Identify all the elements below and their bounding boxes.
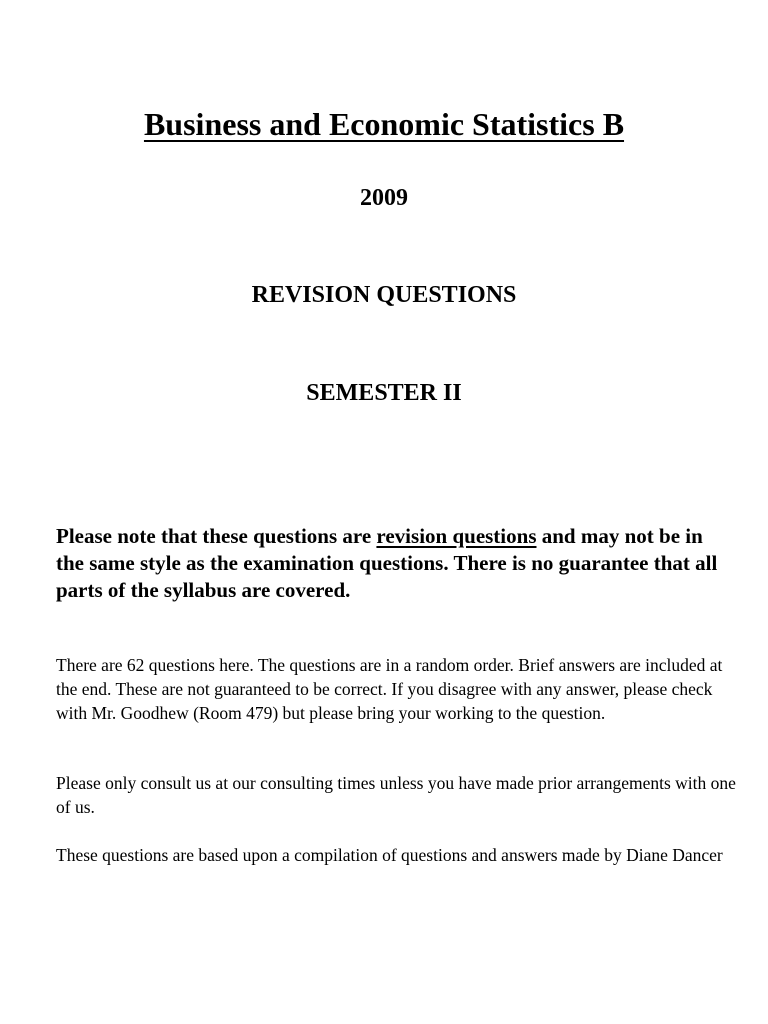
note-text-after: and may not be in the same style as the examination questions. There is no guarantee that all parts of the syllabus are covered.: [56, 524, 718, 602]
paragraph-source-credit: These questions are based upon a compilation of questions and answers made by Diane Dancer: [56, 845, 723, 865]
document-title: [0, 104, 768, 144]
revision-questions-heading: REVISION QUESTIONS: [251, 282, 517, 308]
paragraph-consulting-times: Please only consult us at our consulting times unless you have made prior arrangements with one of us.: [56, 773, 736, 817]
year-heading: 2009: [360, 185, 408, 211]
disclaimer-note: [56, 523, 736, 604]
note-text-before: Please note that these questions are: [56, 524, 377, 548]
document-title-text: Business and Economic Statistics B: [143, 106, 625, 142]
paragraph-questions-info: There are 62 questions here. The questions are in a random order. Brief answers are included at the end. These are not guaranteed to be correct. If you disagree with any answer, please check with Mr. Goodhew (Room 479) but please bring your working to the question.: [56, 655, 723, 723]
semester-heading: SEMESTER II: [306, 380, 462, 406]
note-underlined-text: revision questions: [376, 524, 537, 548]
